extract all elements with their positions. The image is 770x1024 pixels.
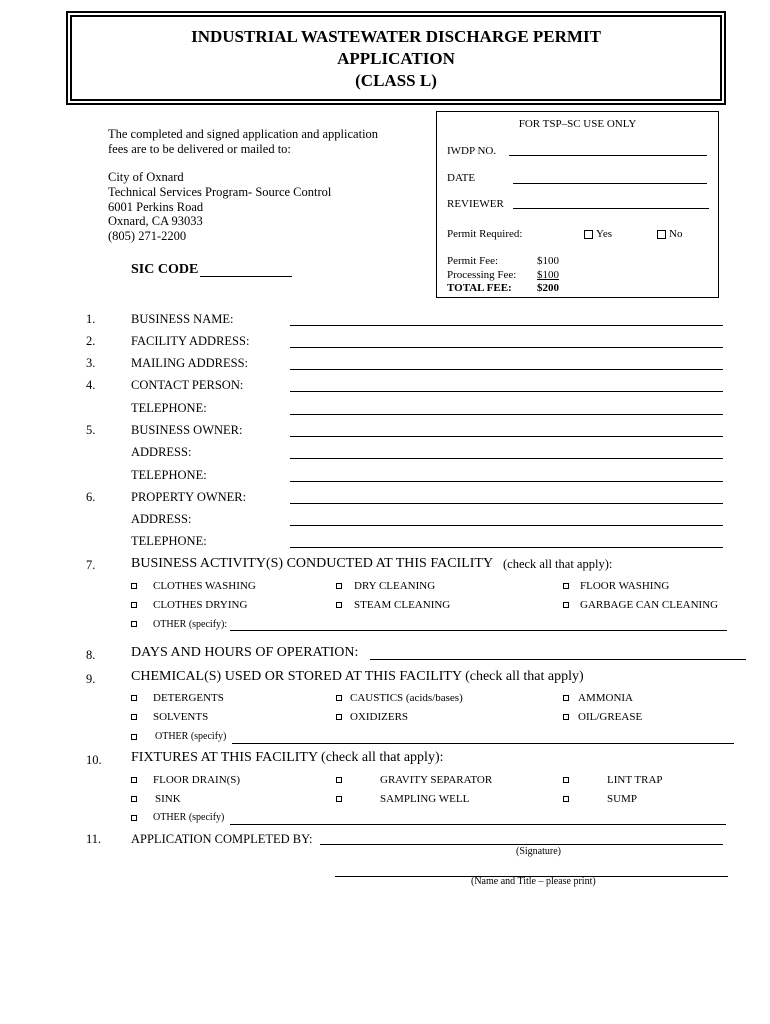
address-line1: City of Oxnard bbox=[108, 170, 184, 184]
ammonia-label: AMMONIA bbox=[578, 692, 633, 704]
item-number: 1. bbox=[86, 312, 96, 326]
total-fee-value: $200 bbox=[537, 282, 559, 294]
sampling-well-checkbox[interactable] bbox=[336, 796, 342, 802]
floor-washing-label: FLOOR WASHING bbox=[580, 580, 670, 592]
office-use-heading: FOR TSP–SC USE ONLY bbox=[518, 118, 637, 130]
date-field[interactable] bbox=[513, 170, 707, 184]
mailing-address-field[interactable] bbox=[290, 356, 723, 370]
iwdp-label: IWDP NO. bbox=[447, 145, 497, 157]
days-hours-label: DAYS AND HOURS OF OPERATION: bbox=[131, 645, 359, 660]
chemical-other-checkbox[interactable] bbox=[131, 734, 137, 740]
property-owner-address-label: ADDRESS: bbox=[131, 512, 192, 526]
item-number: 10. bbox=[86, 753, 102, 767]
name-title-field[interactable] bbox=[335, 863, 728, 877]
sump-label: SUMP bbox=[607, 793, 637, 805]
dry-cleaning-checkbox[interactable] bbox=[336, 583, 342, 589]
chemical-other-label: OTHER (specify) bbox=[155, 731, 227, 742]
property-owner-label: PROPERTY OWNER: bbox=[131, 490, 247, 504]
item-number: 2. bbox=[86, 334, 96, 348]
intro-line1: The completed and signed application and application bbox=[108, 127, 379, 141]
permit-required-no-label: No bbox=[669, 228, 683, 240]
signature-field[interactable] bbox=[320, 831, 723, 845]
date-label: DATE bbox=[447, 172, 476, 184]
sic-code-field[interactable] bbox=[200, 262, 292, 277]
property-owner-field[interactable] bbox=[290, 490, 723, 504]
contact-telephone-field[interactable] bbox=[290, 401, 723, 415]
activities-heading: BUSINESS ACTIVITY(S) CONDUCTED AT THIS FACILITY bbox=[131, 556, 494, 571]
property-owner-address-field[interactable] bbox=[290, 512, 723, 526]
permit-required-no-checkbox[interactable] bbox=[657, 230, 666, 239]
lint-trap-label: LINT TRAP bbox=[607, 774, 663, 786]
property-owner-telephone-field[interactable] bbox=[290, 534, 723, 548]
reviewer-label: REVIEWER bbox=[447, 198, 504, 210]
activity-other-label: OTHER (specify): bbox=[153, 619, 228, 630]
address-line4: Oxnard, CA 93033 bbox=[108, 214, 203, 228]
contact-telephone-label: TELEPHONE: bbox=[131, 401, 207, 415]
item-number: 9. bbox=[86, 672, 96, 686]
name-title-caption: (Name and Title – please print) bbox=[471, 876, 596, 887]
item-number: 6. bbox=[86, 490, 96, 504]
sump-checkbox[interactable] bbox=[563, 796, 569, 802]
floor-drain-checkbox[interactable] bbox=[131, 777, 137, 783]
caustics-checkbox[interactable] bbox=[336, 695, 342, 701]
office-use-box bbox=[436, 111, 719, 298]
processing-fee-value: $100 bbox=[537, 269, 559, 281]
chemicals-heading: CHEMICAL(S) USED OR STORED AT THIS FACILITY (check all that apply) bbox=[131, 669, 584, 684]
facility-address-label: FACILITY ADDRESS: bbox=[131, 334, 250, 348]
sic-code-label: SIC CODE bbox=[131, 262, 199, 277]
solvents-checkbox[interactable] bbox=[131, 714, 137, 720]
business-owner-field[interactable] bbox=[290, 423, 723, 437]
oxidizers-label: OXIDIZERS bbox=[350, 711, 409, 723]
clothes-drying-checkbox[interactable] bbox=[131, 602, 137, 608]
form-title-box bbox=[70, 15, 722, 101]
mailing-address-label: MAILING ADDRESS: bbox=[131, 356, 249, 370]
steam-cleaning-label: STEAM CLEANING bbox=[354, 599, 451, 611]
days-hours-field[interactable] bbox=[370, 645, 746, 660]
activity-other-checkbox[interactable] bbox=[131, 621, 137, 627]
fixture-other-field[interactable] bbox=[230, 812, 726, 825]
oxidizers-checkbox[interactable] bbox=[336, 714, 342, 720]
form-title-line2: APPLICATION bbox=[337, 49, 455, 68]
form-title-line1: INDUSTRIAL WASTEWATER DISCHARGE PERMIT bbox=[191, 27, 601, 46]
floor-drain-label: FLOOR DRAIN(S) bbox=[153, 774, 241, 786]
permit-required-yes-label: Yes bbox=[596, 228, 613, 240]
detergents-label: DETERGENTS bbox=[153, 692, 224, 704]
activity-other-field[interactable] bbox=[230, 618, 727, 631]
form-title-line3: (CLASS L) bbox=[355, 71, 437, 90]
solvents-label: SOLVENTS bbox=[153, 711, 209, 723]
intro-line2: fees are to be delivered or mailed to: bbox=[108, 142, 291, 156]
garbage-can-cleaning-label: GARBAGE CAN CLEANING bbox=[580, 599, 719, 611]
address-line5: (805) 271-2200 bbox=[108, 229, 187, 243]
total-fee-label: TOTAL FEE: bbox=[447, 282, 512, 294]
caustics-label: CAUSTICS (acids/bases) bbox=[350, 692, 463, 704]
iwdp-field[interactable] bbox=[509, 142, 707, 156]
clothes-drying-label: CLOTHES DRYING bbox=[153, 599, 248, 611]
item-number: 5. bbox=[86, 423, 96, 437]
fixture-other-checkbox[interactable] bbox=[131, 815, 137, 821]
gravity-separator-checkbox[interactable] bbox=[336, 777, 342, 783]
fixture-other-label: OTHER (specify) bbox=[153, 812, 225, 823]
garbage-can-cleaning-checkbox[interactable] bbox=[563, 602, 569, 608]
item-number: 11. bbox=[86, 832, 102, 846]
completed-by-label: APPLICATION COMPLETED BY: bbox=[131, 832, 313, 846]
contact-person-label: CONTACT PERSON: bbox=[131, 378, 244, 392]
address-line3: 6001 Perkins Road bbox=[108, 200, 204, 214]
item-number: 4. bbox=[86, 378, 96, 392]
business-owner-label: BUSINESS OWNER: bbox=[131, 423, 243, 437]
chemical-other-field[interactable] bbox=[232, 731, 734, 744]
contact-person-field[interactable] bbox=[290, 378, 723, 392]
oil-grease-checkbox[interactable] bbox=[563, 714, 569, 720]
business-name-label: BUSINESS NAME: bbox=[131, 312, 234, 326]
business-owner-telephone-field[interactable] bbox=[290, 468, 723, 482]
item-number: 3. bbox=[86, 356, 96, 370]
floor-washing-checkbox[interactable] bbox=[563, 583, 569, 589]
processing-fee-label: Processing Fee: bbox=[447, 269, 517, 281]
fixtures-heading: FIXTURES AT THIS FACILITY (check all that apply): bbox=[131, 750, 444, 765]
steam-cleaning-checkbox[interactable] bbox=[336, 602, 342, 608]
business-owner-telephone-label: TELEPHONE: bbox=[131, 468, 207, 482]
business-owner-address-field[interactable] bbox=[290, 445, 723, 459]
item-number: 8. bbox=[86, 648, 96, 662]
permit-required-yes-checkbox[interactable] bbox=[584, 230, 593, 239]
sink-checkbox[interactable] bbox=[131, 796, 137, 802]
item-number: 7. bbox=[86, 558, 96, 572]
clothes-washing-checkbox[interactable] bbox=[131, 583, 137, 589]
lint-trap-checkbox[interactable] bbox=[563, 777, 569, 783]
permit-fee-label: Permit Fee: bbox=[447, 255, 499, 267]
activities-note: (check all that apply): bbox=[503, 557, 613, 571]
permit-required-label: Permit Required: bbox=[447, 228, 523, 240]
reviewer-field[interactable] bbox=[513, 195, 709, 209]
facility-address-field[interactable] bbox=[290, 334, 723, 348]
ammonia-checkbox[interactable] bbox=[563, 695, 569, 701]
property-owner-telephone-label: TELEPHONE: bbox=[131, 534, 207, 548]
business-owner-address-label: ADDRESS: bbox=[131, 445, 192, 459]
business-name-field[interactable] bbox=[290, 312, 723, 326]
detergents-checkbox[interactable] bbox=[131, 695, 137, 701]
gravity-separator-label: GRAVITY SEPARATOR bbox=[380, 774, 493, 786]
sink-label: SINK bbox=[155, 793, 181, 805]
clothes-washing-label: CLOTHES WASHING bbox=[153, 580, 256, 592]
dry-cleaning-label: DRY CLEANING bbox=[354, 580, 436, 592]
oil-grease-label: OIL/GREASE bbox=[578, 711, 643, 723]
address-line2: Technical Services Program- Source Control bbox=[108, 185, 332, 199]
signature-caption: (Signature) bbox=[516, 846, 561, 857]
permit-fee-value: $100 bbox=[537, 255, 559, 267]
sampling-well-label: SAMPLING WELL bbox=[380, 793, 470, 805]
